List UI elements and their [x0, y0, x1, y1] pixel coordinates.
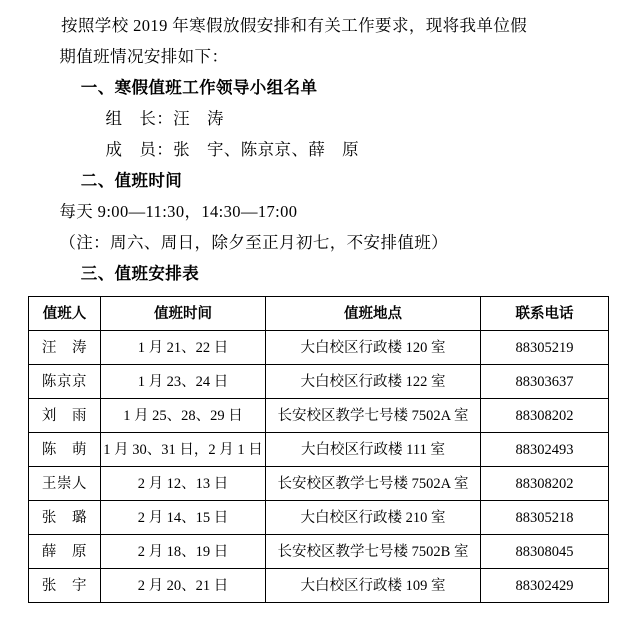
section-heading-3: 三、值班安排表 — [80, 264, 200, 283]
cell-duty-person: 刘 雨 — [29, 399, 101, 433]
table-header-cell: 值班地点 — [266, 297, 481, 331]
cell-duty-phone: 88308202 — [481, 467, 609, 501]
leader-line: 组 长：汪 涛 — [105, 109, 224, 128]
cell-duty-place: 长安校区教学七号楼 7502A 室 — [266, 467, 481, 501]
table-row — [29, 365, 609, 399]
cell-duty-time: 2 月 20、21 日 — [101, 569, 266, 603]
duty-schedule-table — [28, 296, 609, 603]
duty-time-line: 每天 9:00—11:30，14:30—17:00 — [59, 202, 298, 221]
cell-duty-person: 陈 萌 — [29, 433, 101, 467]
member-line: 成 员：张 宇、陈京京、薛 原 — [105, 140, 360, 159]
table-row — [29, 501, 609, 535]
cell-duty-phone: 88305218 — [481, 501, 609, 535]
cell-duty-place: 长安校区教学七号楼 7502A 室 — [266, 399, 481, 433]
cell-duty-phone: 88305219 — [481, 331, 609, 365]
intro-paragraph-line-1: 按照学校 2019 年寒假放假安排和有关工作要求，现将我单位假 — [61, 16, 528, 35]
table-row — [29, 467, 609, 501]
cell-duty-person: 张 璐 — [29, 501, 101, 535]
cell-duty-place: 大白校区行政楼 111 室 — [266, 433, 481, 467]
cell-duty-place: 大白校区行政楼 109 室 — [266, 569, 481, 603]
table-row — [29, 331, 609, 365]
table-header-cell: 值班人 — [29, 297, 101, 331]
cell-duty-person: 王崇人 — [29, 467, 101, 501]
cell-duty-phone: 88303637 — [481, 365, 609, 399]
cell-duty-person: 张 宇 — [29, 569, 101, 603]
cell-duty-time: 1 月 21、22 日 — [101, 331, 266, 365]
cell-duty-place: 大白校区行政楼 122 室 — [266, 365, 481, 399]
cell-duty-place: 大白校区行政楼 120 室 — [266, 331, 481, 365]
section-heading-2: 二、值班时间 — [80, 171, 183, 190]
table-row — [29, 399, 609, 433]
cell-duty-person: 薛 原 — [29, 535, 101, 569]
cell-duty-place: 长安校区教学七号楼 7502B 室 — [266, 535, 481, 569]
table-row — [29, 433, 609, 467]
table-header-row — [29, 297, 609, 331]
table-row — [29, 535, 609, 569]
cell-duty-time: 1 月 23、24 日 — [101, 365, 266, 399]
cell-duty-place: 大白校区行政楼 210 室 — [266, 501, 481, 535]
cell-duty-time: 1 月 30、31 日，2 月 1 日 — [101, 433, 266, 467]
section-heading-1: 一、寒假值班工作领导小组名单 — [80, 78, 318, 97]
cell-duty-phone: 88308045 — [481, 535, 609, 569]
cell-duty-phone: 88302429 — [481, 569, 609, 603]
cell-duty-time: 2 月 14、15 日 — [101, 501, 266, 535]
cell-duty-person: 汪 涛 — [29, 331, 101, 365]
cell-duty-person: 陈京京 — [29, 365, 101, 399]
cell-duty-time: 1 月 25、28、29 日 — [101, 399, 266, 433]
table-header-cell: 联系电话 — [481, 297, 609, 331]
intro-paragraph-line-2: 期值班情况安排如下： — [59, 47, 229, 66]
table-header-cell: 值班时间 — [101, 297, 266, 331]
cell-duty-time: 2 月 12、13 日 — [101, 467, 266, 501]
cell-duty-time: 2 月 18、19 日 — [101, 535, 266, 569]
table-row — [29, 569, 609, 603]
duty-note-line: （注：周六、周日，除夕至正月初七，不安排值班） — [59, 233, 449, 252]
cell-duty-phone: 88308202 — [481, 399, 609, 433]
cell-duty-phone: 88302493 — [481, 433, 609, 467]
